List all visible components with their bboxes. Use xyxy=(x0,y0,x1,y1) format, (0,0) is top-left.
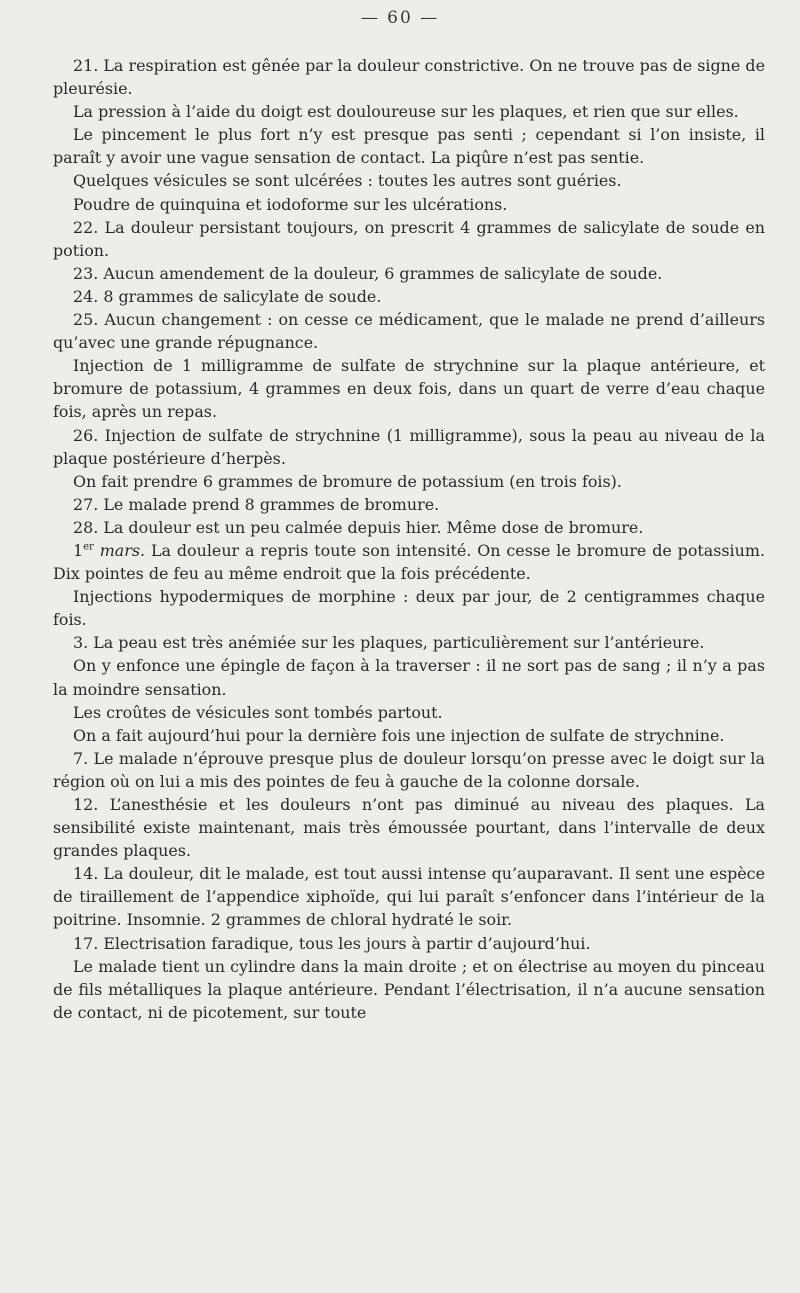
date-ordinal: er xyxy=(83,541,94,553)
paragraph: Injections hypodermiques de morphine : deux par jour, de 2 centigrammes chaque fois. xyxy=(53,587,765,630)
paragraph: 23. Aucun amendement de la douleur, 6 grammes de salicylate de soude. xyxy=(73,263,663,283)
paragraph: On a fait aujourd’hui pour la dernière fois une injection de sulfate de strychnine. xyxy=(73,725,725,745)
paragraph: 24. 8 grammes de salicylate de soude. xyxy=(73,286,382,306)
paragraph: 7. Le malade n’éprouve presque plus de douleur lorsqu’on presse avec le doigt sur la région où on lui a mis des pointes de feu à gauche de la colonne dorsale. xyxy=(53,748,765,791)
paragraph: 3. La peau est très anémiée sur les plaques, particulièrement sur l’antérieure. xyxy=(73,633,705,653)
paragraph: Les croûtes de vésicules sont tombés partout. xyxy=(73,702,443,722)
paragraph: 25. Aucun changement : on cesse ce médicament, que le malade ne prend d’ailleurs qu’avec une grande répugnance. xyxy=(53,310,765,353)
page-number-header: — 60 — xyxy=(360,8,440,28)
paragraph: Le pincement le plus fort n’y est presque pas senti ; cependant si l’on insiste, il paraît y avoir une vague sensation de contact. La piqûre n’est pas sentie. xyxy=(53,125,765,168)
paragraph: 26. Injection de sulfate de strychnine (1 milligramme), sous la peau au niveau de la plaque postérieure d’herpès. xyxy=(53,425,765,468)
date-day: 1 xyxy=(73,540,84,560)
body-text xyxy=(53,54,765,1024)
paragraph: On fait prendre 6 grammes de bromure de potassium (en trois fois). xyxy=(73,471,622,491)
paragraph: 12. L’anesthésie et les douleurs n’ont pas diminué au niveau des plaques. La sensibilité existe maintenant, mais très émoussée pourtant, dans l’intervalle de deux grandes plaques. xyxy=(53,795,765,861)
paragraph-mars xyxy=(53,539,765,585)
paragraph: La pression à l’aide du doigt est douloureuse sur les plaques, et rien que sur elles. xyxy=(73,102,739,122)
paragraph: 17. Electrisation faradique, tous les jours à partir d’aujourd’hui. xyxy=(73,933,591,953)
paragraph: Quelques vésicules se sont ulcérées : toutes les autres sont guéries. xyxy=(73,171,622,191)
paragraph: 14. La douleur, dit le malade, est tout aussi intense qu’auparavant. Il sent une espèce de tiraillement de l’appendice xiphoïde, qui lui paraît s’enfoncer dans l’intérieur de la poitrine. Insomnie. 2 grammes de chloral hydraté le soir. xyxy=(53,864,765,930)
paragraph: 22. La douleur persistant toujours, on prescrit 4 grammes de salicylate de soude en potion. xyxy=(53,217,765,260)
paragraph: 21. La respiration est gênée par la douleur constrictive. On ne trouve pas de signe de pleurésie. xyxy=(53,56,765,99)
date-month: mars. xyxy=(99,540,146,560)
paragraph: 27. Le malade prend 8 grammes de bromure. xyxy=(73,494,440,514)
paragraph: 28. La douleur est un peu calmée depuis hier. Même dose de bromure. xyxy=(73,517,644,537)
paragraph: Poudre de quinquina et iodoforme sur les ulcérations. xyxy=(73,194,508,214)
paragraph: Le malade tient un cylindre dans la main droite ; et on électrise au moyen du pinceau de fils métalliques la plaque antérieure. Pendant l’électrisation, il n’a aucune sensation de contact, ni de picotement, sur toute xyxy=(53,956,765,1022)
paragraph: On y enfonce une épingle de façon à la traverser : il ne sort pas de sang ; il n’y a pas la moindre sensation. xyxy=(53,656,765,699)
paragraph-body: La douleur a repris toute son intensité. On cesse le bromure de potassium. Dix pointes de feu au même endroit que la fois précédente. xyxy=(53,540,765,584)
paragraph: Injection de 1 milligramme de sulfate de strychnine sur la plaque antérieure, et bromure de potassium, 4 grammes en deux fois, dans un quart de verre d’eau chaque fois, après un repas. xyxy=(53,356,765,422)
